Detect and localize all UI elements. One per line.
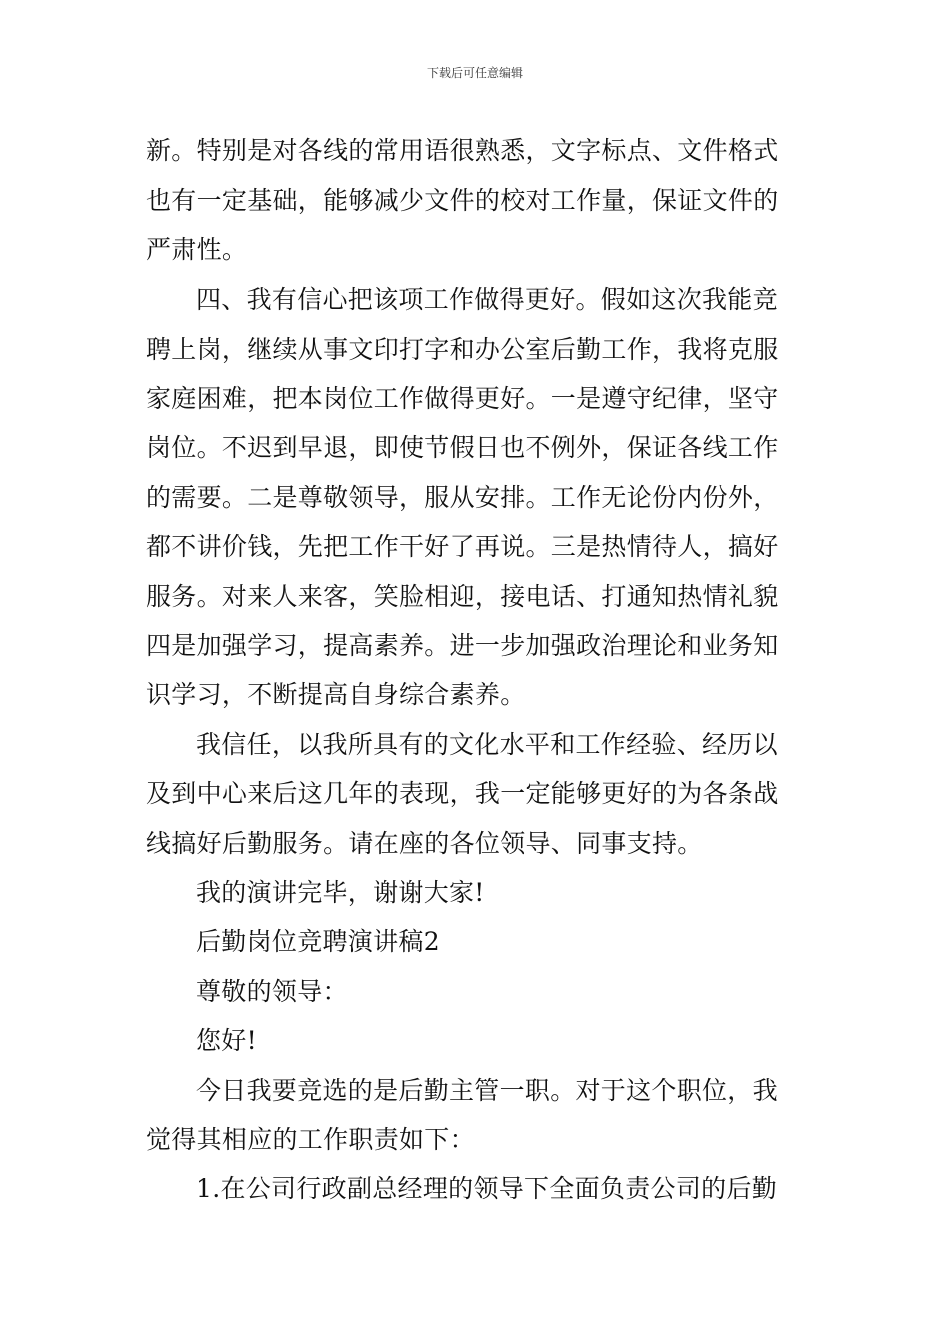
body-line: 严肃性。 bbox=[146, 235, 248, 264]
greeting: 您好! bbox=[196, 1026, 257, 1055]
body-line: 家庭困难，把本岗位工作做得更好。一是遵守纪律，坚守 bbox=[146, 384, 779, 413]
body-line: 新。特别是对各线的常用语很熟悉，文字标点、文件格式 bbox=[146, 136, 779, 165]
body-line: 觉得其相应的工作职责如下： bbox=[146, 1125, 475, 1154]
body-line: 及到中心来后这几年的表现，我一定能够更好的为各条战 bbox=[146, 779, 779, 808]
body-line: 1.在公司行政副总经理的领导下全面负责公司的后勤 bbox=[196, 1174, 778, 1203]
body-line: 四是加强学习，提高素养。进一步加强政治理论和业务知 bbox=[146, 631, 779, 660]
page-header: 下载后可任意编辑 bbox=[426, 66, 523, 80]
body-line: 四、我有信心把该项工作做得更好。假如这次我能竞 bbox=[196, 285, 778, 314]
body-line: 识学习，不断提高自身综合素养。 bbox=[146, 680, 526, 709]
salutation: 尊敬的领导： bbox=[196, 977, 348, 1006]
body-line: 今日我要竞选的是后勤主管一职。对于这个职位，我 bbox=[196, 1076, 778, 1105]
body-line: 聘上岗，继续从事文印打字和办公室后勤工作，我将克服 bbox=[146, 335, 779, 364]
body-line: 我的演讲完毕，谢谢大家! bbox=[196, 878, 485, 907]
body-line: 我信任，以我所具有的文化水平和工作经验、经历以 bbox=[196, 730, 778, 759]
body-line: 都不讲价钱，先把工作干好了再说。三是热情待人，搞好 bbox=[146, 532, 779, 561]
body-line: 也有一定基础，能够减少文件的校对工作量，保证文件的 bbox=[146, 186, 779, 215]
section-title: 后勤岗位竞聘演讲稿2 bbox=[196, 927, 440, 956]
body-line: 岗位。不迟到早退，即使节假日也不例外，保证各线工作 bbox=[146, 433, 779, 462]
body-line: 服务。对来人来客，笑脸相迎，接电话、打通知热情礼貌 bbox=[146, 582, 779, 611]
body-line: 线搞好后勤服务。请在座的各位领导、同事支持。 bbox=[146, 829, 703, 858]
body-line: 的需要。二是尊敬领导，服从安排。工作无论份内份外， bbox=[146, 483, 779, 512]
